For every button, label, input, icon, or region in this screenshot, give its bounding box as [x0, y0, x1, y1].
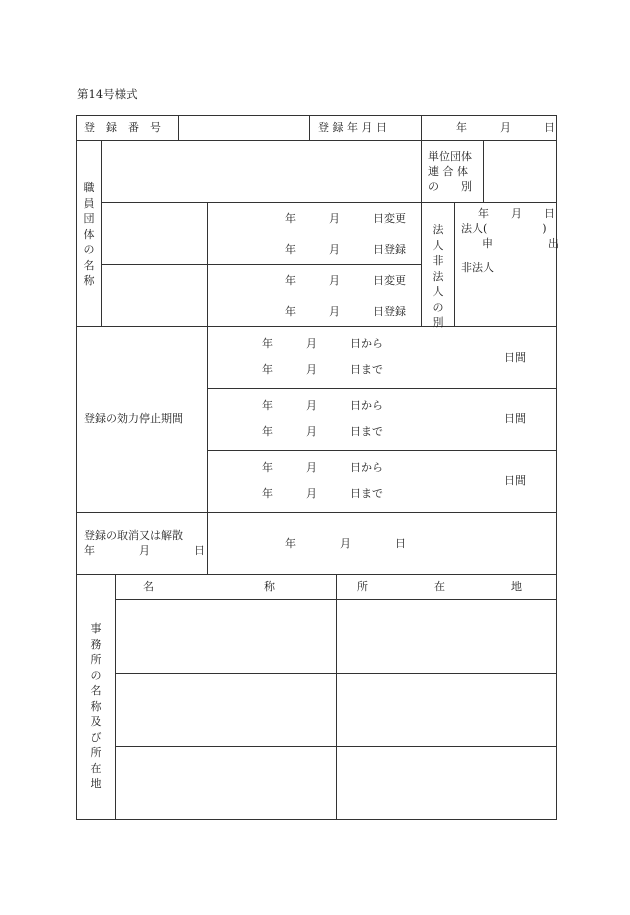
- cancel-label-date: 年 月 日: [84, 544, 205, 557]
- suspension-until-3: 年 月 日まで: [262, 487, 383, 500]
- suspension-from-1: 年 月 日から: [262, 337, 383, 350]
- cancel-date: 年 月 日: [285, 537, 406, 550]
- reg-date-label: 登 録 年 月 日: [318, 121, 387, 134]
- register-date-1: 年 月 日登録: [285, 243, 406, 256]
- office-name-field[interactable]: [116, 674, 335, 745]
- corp-apply: 申 出: [482, 237, 559, 250]
- office-name-field[interactable]: [116, 600, 335, 672]
- corp-date: 年 月 日: [478, 207, 555, 220]
- change-date-2: 年 月 日変更: [285, 274, 406, 287]
- unit-type-field[interactable]: [484, 141, 555, 201]
- suspension-label: 登録の効力停止期間: [84, 412, 183, 425]
- suspension-from-3: 年 月 日から: [262, 461, 383, 474]
- office-location-field[interactable]: [337, 747, 555, 818]
- col-name-header: 名 称: [143, 580, 275, 593]
- cancel-label: 登録の取消又は解散: [84, 529, 183, 542]
- office-location-field[interactable]: [337, 600, 555, 672]
- unit-label-line2: 連 合 体: [428, 165, 468, 178]
- suspension-days-3: 日間: [504, 474, 526, 487]
- org-name-label: 職員団体の名称: [83, 181, 95, 287]
- non-corp-option[interactable]: 非法人: [461, 261, 494, 274]
- suspension-until-2: 年 月 日まで: [262, 425, 383, 438]
- col-location-header: 所 在 地: [357, 580, 522, 593]
- office-label: 事務所の名称及び所在地: [90, 622, 102, 790]
- change-date-1: 年 月 日変更: [285, 212, 406, 225]
- suspension-days-2: 日間: [504, 412, 526, 425]
- suspension-until-1: 年 月 日まで: [262, 363, 383, 376]
- org-name-field[interactable]: [102, 141, 420, 201]
- corp-label: 法人非法人の別: [432, 223, 444, 329]
- reg-number-label: 登 録 番 号: [84, 121, 161, 134]
- unit-label-line1: 単位団体: [428, 150, 472, 163]
- office-name-field[interactable]: [116, 747, 335, 818]
- form-number: 第14号様式: [77, 87, 138, 101]
- suspension-days-1: 日間: [504, 351, 526, 364]
- unit-label-line3: の 別: [428, 180, 472, 193]
- reg-date-field[interactable]: 年 月 日: [456, 121, 555, 134]
- former-name-field[interactable]: [102, 203, 206, 263]
- suspension-from-2: 年 月 日から: [262, 399, 383, 412]
- corp-option[interactable]: 法人( ): [461, 222, 547, 235]
- register-date-2: 年 月 日登録: [285, 305, 406, 318]
- office-location-field[interactable]: [337, 674, 555, 745]
- former-name-field[interactable]: [102, 265, 206, 325]
